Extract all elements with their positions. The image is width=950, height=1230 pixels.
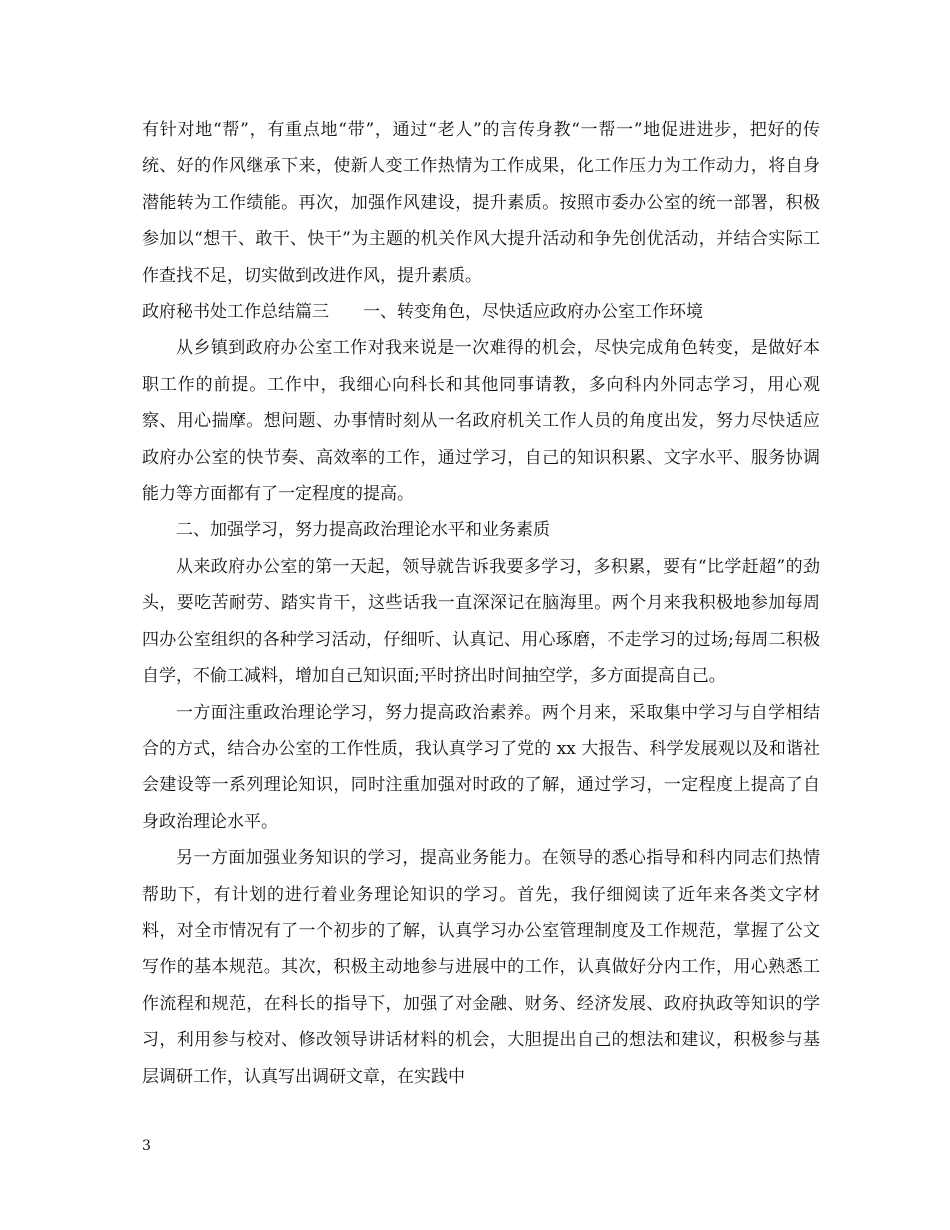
paragraph-2: 从乡镇到政府办公室工作对我来说是一次难得的机会，尽快完成角色转变，是做好本职工作的前提。工作中，我细心向科长和其他同事请教，多向科内外同志学习，用心观察、用心揣摩。想问题、办事情时刻从一名政府机关工作人员的角度出发，努力尽快适应政府办公室的快节奏、高效率的工作，通过学习，自己的知识积累、文字水平、服务协调能力等方面都有了一定程度的提高。 [142,338,820,505]
body-text [142,112,820,1095]
section-heading-2: 二、加强学习，努力提高政治理论水平和业务素质 [176,520,550,541]
paragraph-4: 一方面注重政治理论学习，努力提高政治素养。两个月来，采取集中学习与自学相结合的方式，结合办公室的工作性质，我认真学习了党的 xx 大报告、科学发展观以及和谐社会建设等一系列理论知识，同时注重加强对时政的了解，通过学习，一定程度上提高了自身政治理论水平。 [142,702,820,832]
page-number: 3 [142,1138,151,1154]
section-heading-1: 政府秘书处工作总结篇三 一、转变角色，尽快适应政府办公室工作环境 [142,302,703,323]
paragraph-3: 从来政府办公室的第一天起，领导就告诉我要多学习，多积累，要有“比学赶超”的劲头，要吃苦耐劳、踏实肯干，这些话我一直深深记在脑海里。两个月来我积极地参加每周四办公室组织的各种学习活动，仔细听、认真记、用心琢磨，不走学习的过场;每周二积极自学，不偷工减料，增加自己知识面;平时挤出时间抽空学，多方面提高自己。 [142,556,820,687]
paragraph-1: 有针对地“帮”，有重点地“带”，通过“老人”的言传身教“一帮一”地促进进步，把好的传统、好的作风继承下来，使新人变工作热情为工作成果，化工作压力为工作动力，将自身潜能转为工作绩能。再次，加强作风建设，提升素质。按照市委办公室的统一部署，积极参加以“想干、敢干、快干”为主题的机关作风大提升活动和争先创优活动，并结合实际工作查找不足，切实做到改进作风，提升素质。 [142,120,820,286]
paragraph-5: 另一方面加强业务知识的学习，提高业务能力。在领导的悉心指导和科内同志们热情帮助下，有计划的进行着业务理论知识的学习。首先，我仔细阅读了近年来各类文字材料，对全市情况有了一个初步的了解，认真学习办公室管理制度及工作规范，掌握了公文写作的基本规范。其次，积极主动地参与进展中的工作，认真做好分内工作，用心熟悉工作流程和规范，在科长的指导下，加强了对金融、财务、经济发展、政府执政等知识的学习，利用参与校对、修改领导讲话材料的机会，大胆提出自己的想法和建议，积极参与基层调研工作，认真写出调研文章，在实践中 [142,848,820,1087]
